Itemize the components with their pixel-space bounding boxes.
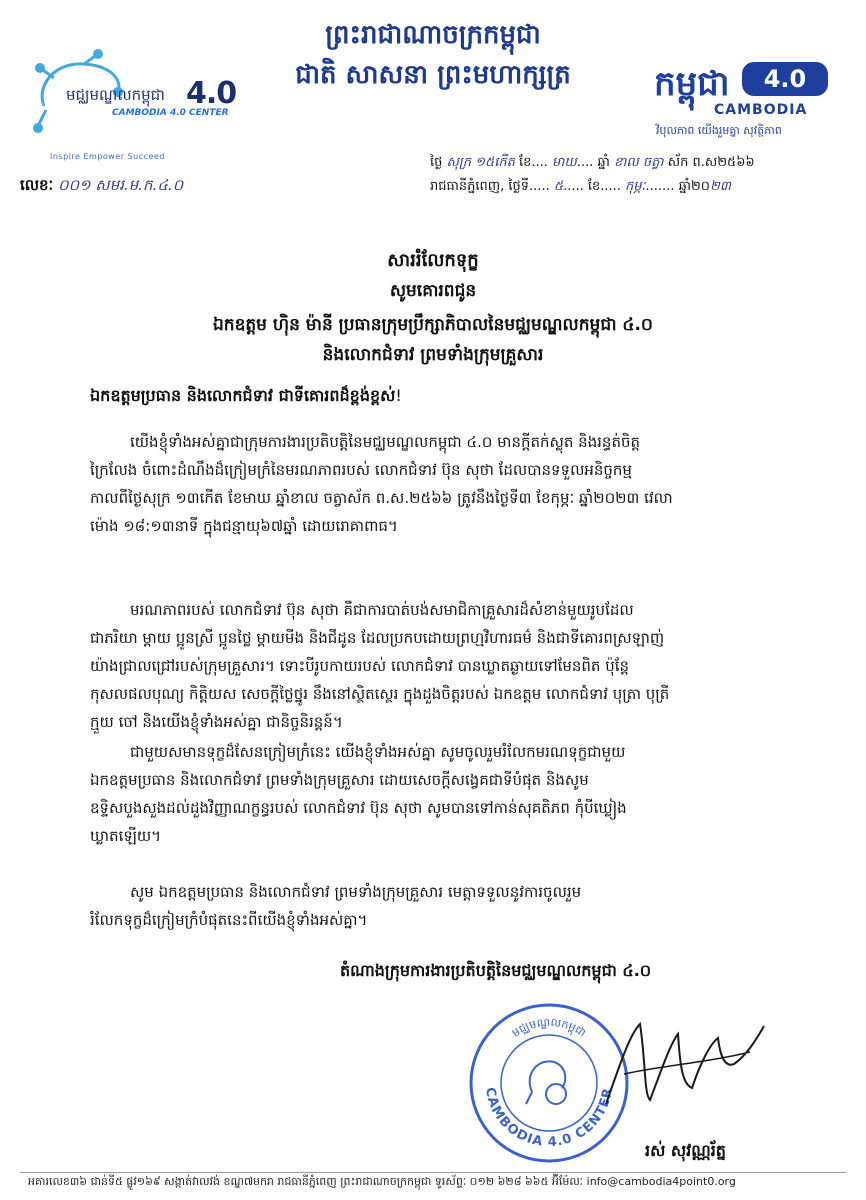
paragraph-line: ក្មួយ ចៅ និងយើងខ្ញុំទាំងអស់គ្នា ជានិច្ចនិរន្តន៍។ [90, 713, 343, 731]
logo-brand-english: CAMBODIA 4.0 CENTER [112, 108, 229, 118]
lunar-year-prefix: ឆ្នាំ [597, 155, 610, 170]
solar-date: រាជធានីភ្នំពេញ, ថ្ងៃទី..... ៥..... ខែ..... កុម្ភៈ....... ឆ្នាំ២០២៣ [430, 179, 731, 194]
footer-contact: អគារលេខ៣៦ ជាន់ទី៥ ផ្លូវ១៦៩ សង្កាត់វាលវង់ ខណ្ឌ៧មករា រាជធានីភ្នំពេញ ព្រះរាជាណាចក្រកម្ពុជា ទូរស័ព្ទៈ ០១២ ៦២៨ ៦៦៥ អ៊ីម៉ែលៈ info@cambodia4point0.org [28, 1175, 736, 1188]
reference-label: លេខៈ [20, 176, 54, 194]
stamp-text-khmer: មជ្ឈមណ្ឌលកម្ពុជា [509, 1015, 589, 1040]
kingdom-motto-line2: ជាតិ សាសនា ព្រះមហាក្សត្រ [295, 60, 571, 90]
signer-name: រស់ សុវណ្ណរ័ត្ន [645, 1141, 726, 1160]
stamp-emblem-icon [526, 1061, 566, 1104]
solar-year-prefix: ឆ្នាំ២០ [678, 179, 711, 194]
svg-text:មជ្ឈមណ្ឌលកម្ពុជា [510, 1016, 589, 1040]
paragraph-line: សូម ឯកឧត្តមប្រធាន និងលោកជំទាវ ព្រមទាំងក្រុមគ្រួសារ មេត្តាទទួលនូវការចូលរួម [130, 883, 582, 901]
paragraph-line: ឃ្លាតឡើយ។ [90, 827, 162, 845]
lunar-era: ស័ក ព.ស២៥៦៦ [667, 155, 755, 170]
paragraph-line: កាលពីថ្ងៃសុក្រ ១៣កើត ខែមាឃ ឆ្នាំខាល ចត្វាស័ក ព.ស.២៥៦៦ ត្រូវនឹងថ្ងៃទី៣ ខែកុម្ភៈ ឆ្នាំ២០២៣ វេលា [90, 489, 673, 507]
solar-year: ២៣ [710, 179, 731, 194]
kingdom-motto-line1: ព្រះរាជាណាចក្រកម្ពុជា [325, 20, 541, 50]
lunar-date: ថ្ងៃ សុក្រ ១៥កើត ខែ.... មាឃ.... ឆ្នាំ ខាល ចត្វា ស័ក ព.ស២៥៦៦ [430, 155, 755, 170]
paragraph-line: ម៉ោង ១៨:១៣នាទី ក្នុងជន្មាយុ៦៧ឆ្នាំ ដោយរោគាពាធ។ [90, 517, 398, 535]
paragraph-line: យ៉ាងជ្រាលជ្រៅរបស់ក្រុមគ្រួសារ។ ទោះបីរូបកាយរបស់ លោកជំទាវ បានឃ្លាតឆ្ងាយទៅមែនពិត ប៉ុន្តែ [90, 657, 630, 675]
recipient-line-2: និងលោកជំទាវ ព្រមទាំងក្រុមគ្រួសារ [322, 345, 544, 365]
lunar-year: ខាល ចត្វា [614, 155, 664, 170]
paragraph-line: មរណភាពរបស់ លោកជំទាវ ប៊ុន សុថា គឺជាការបាត់បង់សមាជិកាគ្រួសារដ៏សំខាន់មួយរូបដែល [130, 601, 634, 619]
salutation-text: ឯកឧត្តមប្រធាន និងលោកជំទាវ ជាទីគោរពដ៏ខ្ពង់ខ្ពស់ [90, 386, 396, 405]
logo-brand-khmer: មជ្ឈមណ្ឌលកម្ពុជា [66, 86, 165, 104]
solar-month-prefix: ខែ [587, 179, 601, 194]
paragraph-line: ឧទ្ទិសបួងសួងដល់ដួងវិញ្ញាណក្ខន្ធរបស់ លោកជំទាវ ប៊ុន សុថា សូមបានទៅកាន់សុគតិភព កុំបីឃ្លៀង [90, 799, 627, 817]
paragraph-1 [90, 428, 790, 540]
logo-word-english: CAMBODIA [714, 102, 808, 118]
footer-divider [20, 1172, 846, 1173]
paragraph-line: ជាភរិយា ម្ដាយ ប្អូនស្រី ប្អូនថ្លៃ ម្ដាយមីង និងជីដូន ដែលប្រកបដោយព្រហ្មវិហារធម៌ និងជាទីគោរពស្រឡាញ់ [90, 629, 665, 647]
salutation [90, 385, 402, 409]
lunar-date-prefix: ថ្ងៃ [430, 155, 443, 170]
cambodia-40-logo [650, 58, 840, 148]
handwritten-signature [600, 1004, 770, 1114]
solar-day: ៥ [553, 179, 564, 194]
paragraph-line: ឯកឧត្តមប្រធាន និងលោកជំទាវ ព្រមទាំងក្រុមគ្រួសារ ដោយសេចក្ដីសង្វេគជាទីបំផុត និងសូម [90, 771, 589, 789]
paragraph-line: រំលែកទុក្ខដ៏ក្រៀមក្រំបំផុតនេះពីយើងខ្ញុំទាំងអស់គ្នា។ [90, 911, 368, 929]
paragraph-line: កុសលផលបុណ្យ កិត្តិយស សេចក្ដីថ្លៃថ្នូរ នឹងនៅស្ថិតស្ថេរ ក្នុងដួងចិត្តរបស់ ឯកឧត្តម លោកជំទាវ បុត្រា បុត្រី [90, 685, 670, 703]
stamp-text: CAMBODIA 4.0 CENTER [482, 1086, 616, 1151]
reference-number [20, 176, 183, 198]
addressee-intro: សូមគោរពជូន [389, 281, 477, 301]
solar-date-prefix: រាជធានីភ្នំពេញ, ថ្ងៃទី [430, 179, 530, 194]
logo-slogan: វិបុលភាព យើងរួមគ្នា សុវត្ថិភាព [656, 124, 782, 137]
paragraph-4 [90, 878, 790, 934]
paragraph-line: ជាមួយសមានទុក្ខដ៏សែនក្រៀមក្រំនេះ យើងខ្ញុំទាំងអស់គ្នា សូមចូលរួមរំលែកមរណទុក្ខជាមួយ [130, 743, 626, 761]
logo-word-khmer: កម្ពុជា [654, 64, 730, 104]
paragraph-line: ក្រៃលែង ចំពោះដំណឹងដ៏ក្រៀមក្រំនៃមរណភាពរបស់ លោកជំទាវ ប៊ុន សុថា ដែលបានទទួលអនិច្ចកម្ម [90, 461, 632, 479]
paragraph-line: យើងខ្ញុំទាំងអស់គ្នាជាក្រុមការងារប្រតិបត្តិនៃមជ្ឈមណ្ឌលកម្ពុជា ៤.០ មានក្ដីតក់ស្លុត និងរន្ធត់ចិត្ត [130, 433, 641, 451]
paragraph-2 [90, 596, 790, 736]
lunar-day: សុក្រ ១៥កើត [446, 155, 515, 170]
recipient-line-1: ឯកឧត្តម ហ៊ិន ម៉ានី ប្រធានក្រុមប្រឹក្សាភិបាលនៃមជ្ឈមណ្ឌលកម្ពុជា ៤.០ [213, 315, 653, 335]
lunar-month-prefix: ខែ [518, 155, 532, 170]
logo-badge: 4.0 [742, 62, 828, 96]
solar-month: កុម្ភៈ [625, 179, 646, 194]
lunar-month: មាឃ [552, 155, 577, 170]
logo-tagline: Inspire Empower Succeed [50, 152, 165, 161]
salutation-punct: ! [395, 386, 402, 405]
letter-title: សាររំលែកទុក្ខ [387, 250, 479, 271]
paragraph-3 [90, 738, 790, 850]
signatory-organization: តំណាងក្រុមការងារប្រតិបត្តិនៃមជ្ឈមណ្ឌលកម្ពុជា ៤.០ [340, 961, 652, 980]
reference-value: ០០១ សមរ.ម.ក.៤.០ [57, 176, 184, 194]
logo-brand-number: 4.0 [186, 76, 237, 111]
